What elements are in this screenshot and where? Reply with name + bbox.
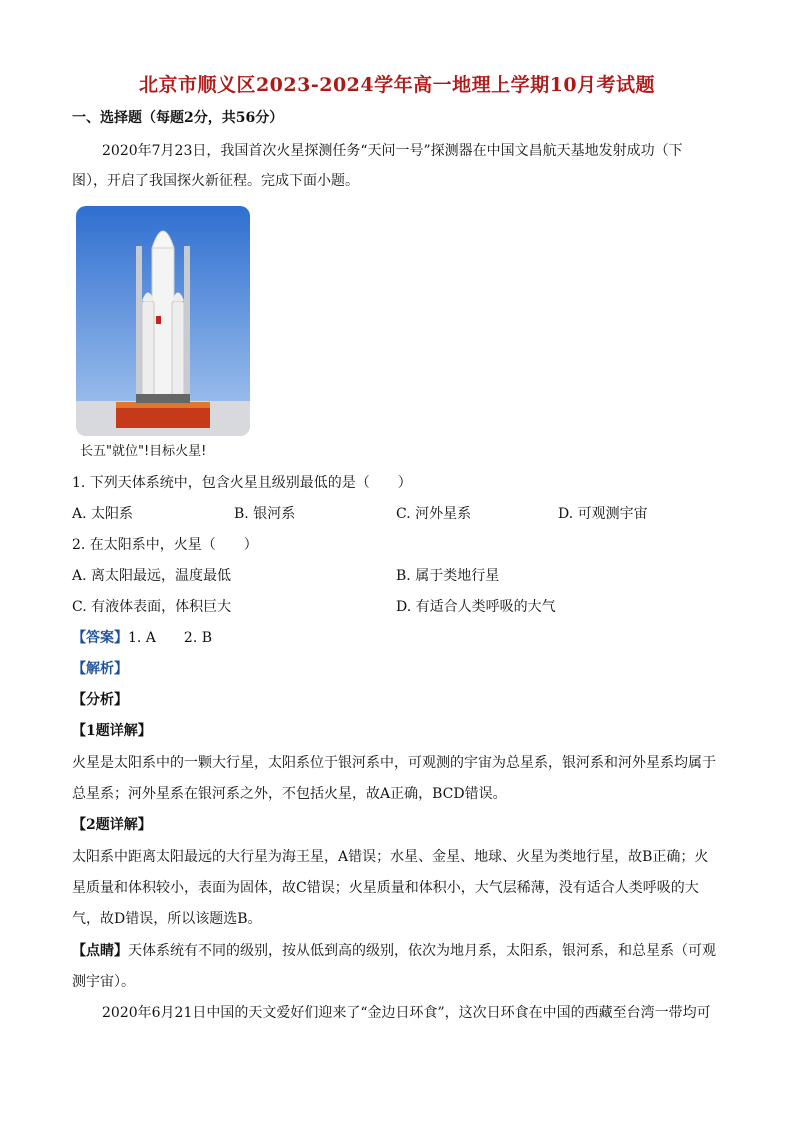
rocket-photo (76, 206, 250, 436)
q2-option-a: A. 离太阳最远，温度最低 (72, 568, 232, 584)
answer-text: 1. A 2. B (128, 630, 213, 646)
image-caption: 长五"就位"!目标火星! (80, 444, 207, 459)
q1-option-d: D. 可观测宇宙 (558, 506, 648, 522)
dianjing-row (72, 941, 722, 961)
detail-2-line-1: 太阳系中距离太阳最远的大行星为海王星，A错误；水星、金星、地球、火星为类地行星，故B正确；火 (72, 849, 709, 865)
q1-option-c: C. 河外星系 (396, 506, 472, 522)
dianjing-line-1: 天体系统有不同的级别，按从低到高的级别，依次为地月系，太阳系，银河系，和总星系（可观 (128, 943, 716, 959)
question-1-stem: 1. 下列天体系统中，包含火星且级别最低的是（ ） (72, 475, 412, 491)
intro-line-1: 2020年7月23日，我国首次火星探测任务“天问一号”探测器在中国文昌航天基地发射成功（下 (102, 143, 683, 159)
detail-2-line-3: 气，故D错误，所以该题选B。 (72, 911, 262, 927)
q2-option-b: B. 属于类地行星 (396, 568, 500, 584)
q2-option-d: D. 有适合人类呼吸的大气 (396, 599, 556, 615)
answer-row (72, 628, 722, 648)
fenxi-label: 【分析】 (72, 692, 128, 708)
dianjing-line-2: 测宇宙）。 (72, 974, 135, 990)
question-2-stem: 2. 在太阳系中，火星（ ） (72, 537, 258, 553)
detail-1-line-1: 火星是太阳系中的一颗大行星，太阳系位于银河系中，可观测的宇宙为总星系，银河系和河外星系均属于 (72, 755, 716, 771)
q2-option-c: C. 有液体表面，体积巨大 (72, 599, 232, 615)
section-heading: 一、选择题（每题2分，共56分） (72, 110, 284, 126)
intro-line-2: 图），开启了我国探火新征程。完成下面小题。 (72, 173, 359, 189)
page-title: 北京市顺义区2023-2024学年高一地理上学期10月考试题 (138, 74, 656, 96)
detail-1-line-2: 总星系；河外星系在银河系之外，不包括火星，故A正确，BCD错误。 (72, 786, 507, 802)
answer-label: 【答案】 (72, 630, 128, 646)
detail-2-label: 【2题详解】 (72, 817, 152, 833)
detail-2-line-2: 星质量和体积较小，表面为固体，故C错误；火星质量和体积小，大气层稀薄，没有适合人类呼吸的大 (72, 880, 699, 896)
analysis-label: 【解析】 (72, 661, 128, 677)
q1-option-a: A. 太阳系 (72, 506, 134, 522)
next-intro: 2020年6月21日中国的天文爱好们迎来了“金边日环食”，这次日环食在中国的西藏至台湾一带均可 (102, 1005, 711, 1021)
detail-1-label: 【1题详解】 (72, 723, 152, 739)
q1-option-b: B. 银河系 (234, 506, 296, 522)
rocket-illustration (76, 206, 250, 436)
dianjing-label: 【点睛】 (72, 943, 128, 959)
